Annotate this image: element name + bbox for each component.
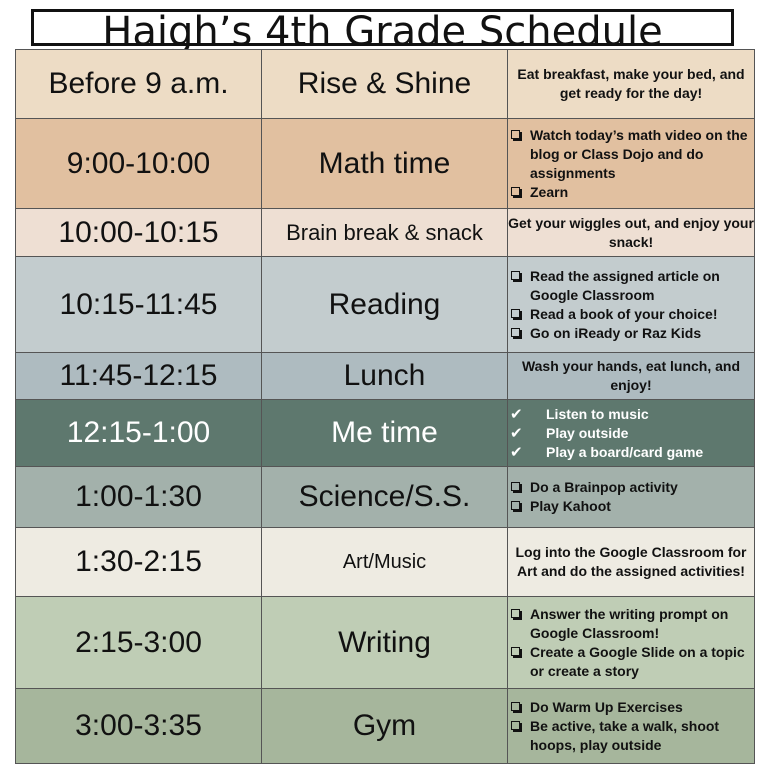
checklist-item: Zearn [508,183,754,202]
detail-cell: Get your wiggles out, and enjoy your snack! [508,209,755,257]
time-cell: Before 9 a.m. [16,50,262,119]
schedule-row-art-music [16,528,755,597]
detail-cell: Wash your hands, eat lunch, and enjoy! [508,353,755,400]
checklist [508,698,754,755]
checklist-item: ✔ Play outside [510,424,629,442]
time-cell: 11:45-12:15 [16,353,262,400]
time-cell: 10:15-11:45 [16,257,262,353]
schedule-row-before-9 [16,50,755,119]
checkbox-icon [511,482,520,491]
checkbox-icon [511,328,520,337]
time-cell: 1:00-1:30 [16,467,262,528]
checklist-item: Watch today’s math video on the blog or Class Dojo and do assignments [508,126,754,183]
detail-cell [508,467,755,528]
checkbox-icon [511,501,520,510]
activity-cell: Science/S.S. [262,467,508,528]
activity-cell: Lunch [262,353,508,400]
checklist-item: Be active, take a walk, shoot hoops, play outside [508,717,754,755]
activity-cell: Gym [262,689,508,764]
checklist [508,267,754,343]
schedule-row-me-time [16,400,755,467]
detail-cell [508,689,755,764]
checklist-item: Create a Google Slide on a topic or create a story [508,643,754,681]
time-cell: 3:00-3:35 [16,689,262,764]
checklist-item: ✔ Play a board/card game [510,443,704,461]
activity-cell: Brain break & snack [262,209,508,257]
schedule-row-writing [16,597,755,689]
detail-cell [508,400,755,467]
checkbox-icon [511,647,520,656]
detail-cell: Log into the Google Classroom for Art and do the assigned activities! [508,528,755,597]
schedule-row-science [16,467,755,528]
activity-cell: Me time [262,400,508,467]
time-cell: 9:00-10:00 [16,119,262,209]
schedule-table [15,49,755,764]
detail-cell [508,597,755,689]
activity-cell: Rise & Shine [262,50,508,119]
schedule-row-math [16,119,755,209]
checkbox-icon [511,609,520,618]
checklist [508,605,754,681]
checklist-item: Go on iReady or Raz Kids [508,324,754,343]
time-cell: 2:15-3:00 [16,597,262,689]
schedule-row-lunch [16,353,755,400]
time-cell: 10:00-10:15 [16,209,262,257]
checklist [508,478,754,516]
checkmark-icon: ✔ [510,424,523,442]
checklist [508,126,754,202]
detail-cell [508,257,755,353]
checkbox-icon [511,271,520,280]
checkmark-icon: ✔ [510,405,523,423]
checklist-item: Play Kahoot [508,497,754,516]
checklist [508,405,754,462]
checklist-item: ✔ Listen to music [510,405,649,423]
checkbox-icon [511,130,520,139]
detail-cell [508,119,755,209]
page-title: Haigh’s 4th Grade Schedule [102,8,663,55]
activity-cell: Writing [262,597,508,689]
schedule-row-gym [16,689,755,764]
checkbox-icon [511,702,520,711]
activity-cell: Art/Music [262,528,508,597]
activity-cell: Reading [262,257,508,353]
checkbox-icon [511,309,520,318]
checkbox-icon [511,721,520,730]
checklist-item: Answer the writing prompt on Google Classroom! [508,605,754,643]
schedule-row-reading [16,257,755,353]
time-cell: 12:15-1:00 [16,400,262,467]
checkmark-icon: ✔ [510,443,523,461]
checklist-item: Read the assigned article on Google Classroom [508,267,754,305]
detail-cell: Eat breakfast, make your bed, and get ready for the day! [508,50,755,119]
title-box [31,8,734,55]
time-cell: 1:30-2:15 [16,528,262,597]
checklist-item: Read a book of your choice! [508,305,754,324]
checklist-item: Do a Brainpop activity [508,478,754,497]
schedule-row-brain-break [16,209,755,257]
checklist-item: Do Warm Up Exercises [508,698,754,717]
checkbox-icon [511,187,520,196]
activity-cell: Math time [262,119,508,209]
